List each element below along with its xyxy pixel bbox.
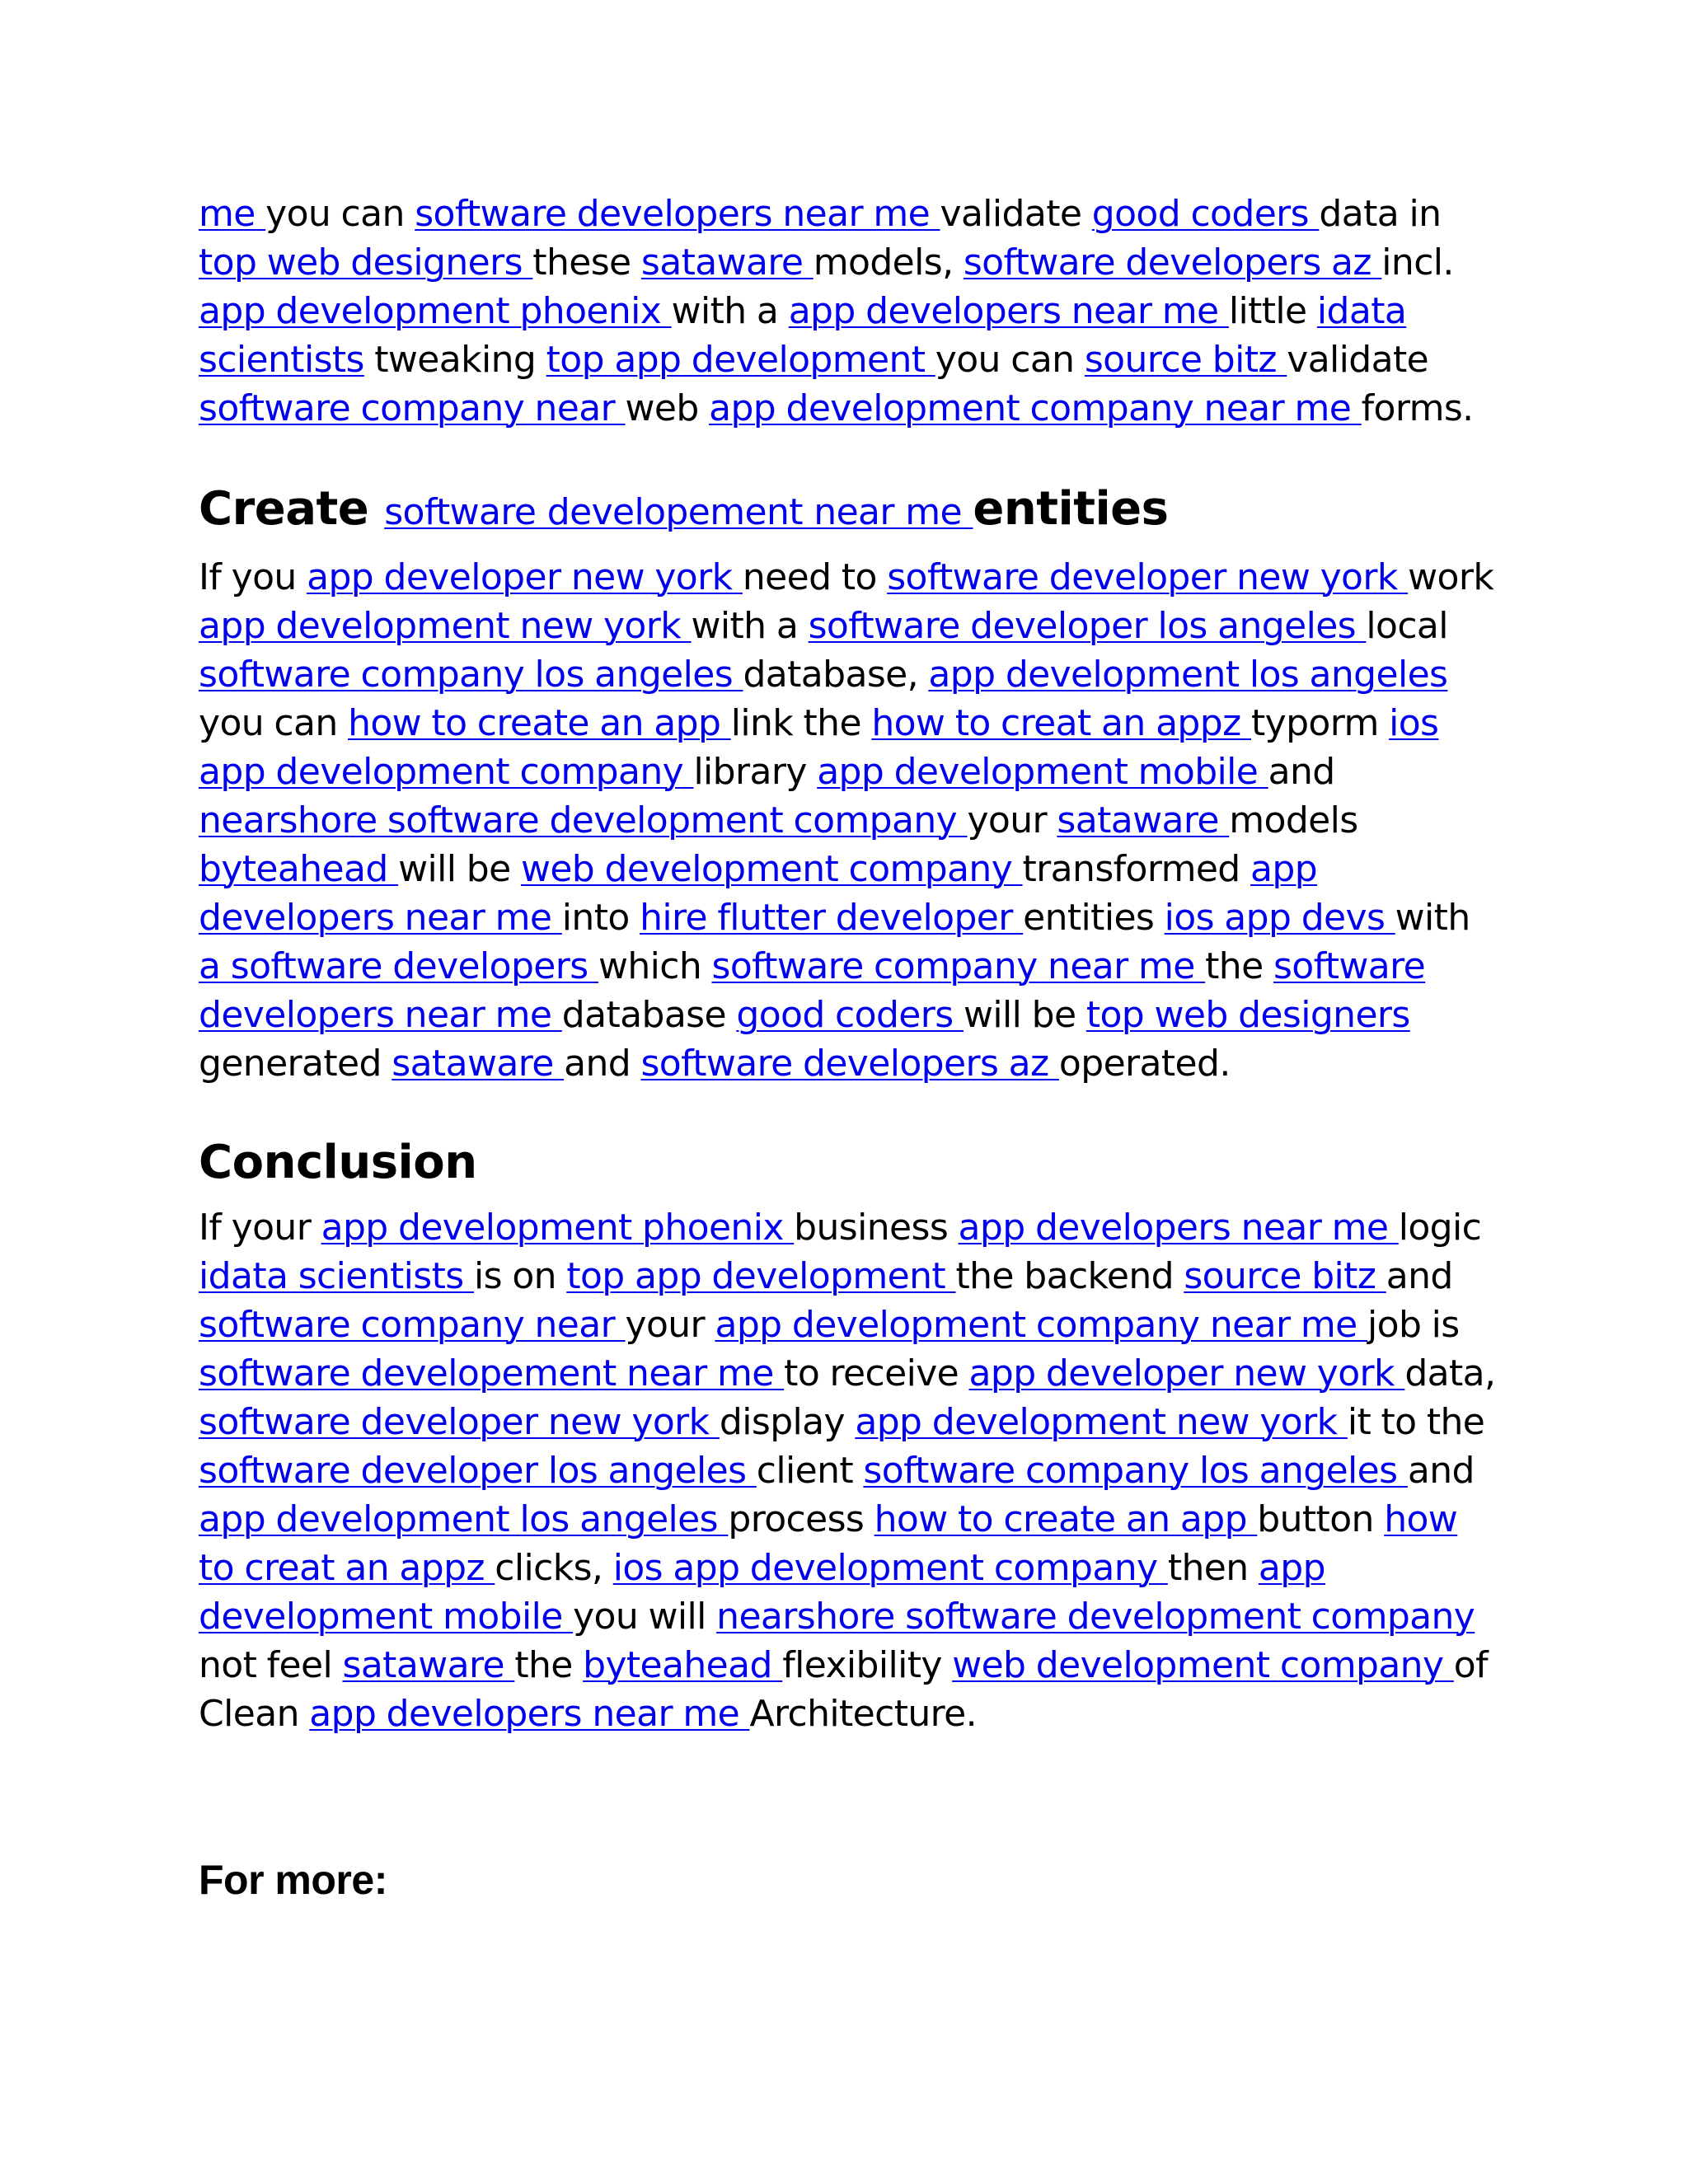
text-run: generated [199,1043,392,1085]
inline-link[interactable]: web development company [952,1644,1454,1686]
inline-link[interactable]: nearshore software development company [199,799,968,841]
text-run: you can [199,702,349,744]
heading-create-entities [199,480,1501,541]
text-run: typorm [1250,702,1390,744]
text-run: If your [199,1207,321,1249]
inline-link[interactable]: software company near [199,1304,626,1346]
inline-link[interactable]: ios app devs [1164,897,1395,939]
text-run: your [967,799,1057,841]
inline-link[interactable]: app developers near me [199,848,1318,939]
paragraph-intro [199,190,1501,433]
paragraph-create-entities [199,553,1501,1088]
inline-link[interactable]: sataware [640,241,814,284]
inline-link[interactable]: byteahead [199,848,399,890]
inline-link[interactable]: app developers near me [958,1207,1399,1249]
inline-link[interactable]: software company los angeles [863,1450,1408,1492]
inline-link[interactable]: good coders [736,994,964,1036]
inline-link[interactable]: hire flutter developer [640,897,1024,939]
inline-link[interactable]: software developement near me [199,1352,785,1394]
inline-link[interactable]: app developers near me [309,1693,750,1735]
inline-link[interactable]: app development mobile [817,751,1268,793]
text-run: not feel [199,1644,343,1686]
paragraph-conclusion [199,1203,1501,1738]
text-run: and [1407,1450,1475,1492]
inline-link[interactable]: software developer new york [887,556,1409,598]
text-run: validate [940,193,1092,235]
text-run: with a [691,605,809,647]
inline-link[interactable]: software developer los angeles [808,605,1367,647]
document-page [199,190,1501,1905]
text-run: local [1366,605,1448,647]
text-run: client [756,1450,864,1492]
inline-link[interactable]: software company near me [711,945,1206,987]
inline-link[interactable]: good coders [1091,193,1320,235]
text-run: with a [671,290,789,332]
inline-link[interactable]: top app development [546,339,935,381]
text-run: is on [473,1255,567,1297]
text-run: clicks, [495,1547,613,1589]
inline-link[interactable]: me [199,193,266,235]
text-run: link the [730,702,872,744]
text-run: will be [398,848,521,890]
text-run: need to [742,556,888,598]
text-run: tweaking [363,339,546,381]
text-run: transformed [1022,848,1251,890]
text-run: business [794,1207,959,1249]
text-run: and [1386,1255,1453,1297]
inline-link[interactable]: ios app development company [199,702,1439,793]
text-run: the [514,1644,584,1686]
inline-link[interactable]: web development company [520,848,1023,890]
inline-link[interactable]: how to creat an appz [199,1498,1458,1589]
text-run: these [532,241,641,284]
inline-link[interactable]: byteahead [583,1644,783,1686]
inline-link[interactable]: software company near [199,387,626,429]
inline-link[interactable]: sataware [342,1644,515,1686]
text-run: you can [935,339,1085,381]
text-run: forms. [1361,387,1474,429]
text-run: validate [1287,339,1429,381]
text-run: data in [1319,193,1442,235]
inline-link[interactable]: idata scientists [199,290,1407,381]
inline-link[interactable]: app developer new york [968,1352,1405,1394]
text-run: database [561,994,737,1036]
inline-link[interactable]: nearshore software development company [716,1596,1475,1638]
inline-link[interactable]: software developer new york [199,1401,720,1443]
inline-link[interactable]: app development new york [199,605,692,647]
inline-link[interactable]: software developers az [640,1043,1059,1085]
text-run: models [1229,799,1358,841]
text-run: the backend [955,1255,1184,1297]
inline-link[interactable]: idata scientists [199,1255,474,1297]
text-run: work [1408,556,1494,598]
inline-link[interactable]: source bitz [1184,1255,1386,1297]
inline-link[interactable]: app development los angeles [928,654,1448,696]
text-run: entities [973,482,1169,536]
inline-link[interactable]: top app development [566,1255,956,1297]
inline-link[interactable]: how to create an app [874,1498,1258,1540]
text-run: models, [813,241,964,284]
inline-link[interactable]: software developers az [963,241,1382,284]
heading-conclusion: Conclusion [199,1136,477,1189]
inline-link[interactable]: software developers near me [415,193,940,235]
inline-link[interactable]: sataware [392,1043,565,1085]
text-run: it to the [1347,1401,1485,1443]
inline-link[interactable]: app development phoenix [199,290,672,332]
text-run: process [728,1498,874,1540]
inline-link[interactable]: app development los angeles [199,1498,729,1540]
text-run: database, [743,654,929,696]
text-run: and [1268,751,1335,793]
text-run: display [719,1401,856,1443]
text-run: logic [1398,1207,1482,1249]
inline-link[interactable]: sataware [1057,799,1230,841]
text-run: library [693,751,818,793]
text-run: of Clean [199,1644,1489,1735]
text-run: operated. [1058,1043,1231,1085]
inline-link[interactable]: software developer los angeles [199,1450,757,1492]
text-run: Create [199,482,385,536]
inline-link[interactable]: source bitz [1084,339,1287,381]
inline-link[interactable]: top web designers [1085,994,1410,1036]
text-run: you can [265,193,415,235]
text-run: button [1257,1498,1385,1540]
text-run: and [564,1043,641,1085]
inline-link[interactable]: software company los angeles [199,654,743,696]
inline-link[interactable]: app development company near me [715,1304,1367,1346]
inline-link[interactable]: how to creat an appz [871,702,1251,744]
inline-link[interactable]: a software developers [199,945,598,987]
text-run: job is [1367,1304,1460,1346]
inline-link[interactable]: app development company near me [709,387,1362,429]
inline-link[interactable]: software developement near me [384,491,973,533]
inline-link[interactable]: software developers near me [199,945,1426,1036]
text-run: you will [573,1596,717,1638]
text-run: entities [1023,897,1165,939]
text-run: which [598,945,712,987]
inline-link[interactable]: how to create an app [348,702,731,744]
text-run: If you [199,556,307,598]
text-run: into [561,897,640,939]
text-run: incl. [1381,241,1454,284]
inline-link[interactable]: app developers near me [788,290,1229,332]
text-run: then [1167,1547,1259,1589]
text-run: Architecture. [749,1693,978,1735]
text-run: the [1205,945,1273,987]
heading-for-more: For more: [199,1857,387,1903]
inline-link[interactable]: app development phoenix [321,1207,795,1249]
text-run: little [1228,290,1317,332]
inline-link[interactable]: app development mobile [199,1547,1325,1638]
inline-link[interactable]: ios app development company [612,1547,1168,1589]
text-run: to receive [784,1352,969,1394]
inline-link[interactable]: app development new york [855,1401,1348,1443]
text-run: data, [1404,1352,1496,1394]
text-run: will be [963,994,1086,1036]
text-run: web [625,387,710,429]
text-run: with [1395,897,1470,939]
inline-link[interactable]: app developer new york [307,556,743,598]
inline-link[interactable]: top web designers [199,241,533,284]
text-run: flexibility [782,1644,953,1686]
text-run: your [625,1304,715,1346]
